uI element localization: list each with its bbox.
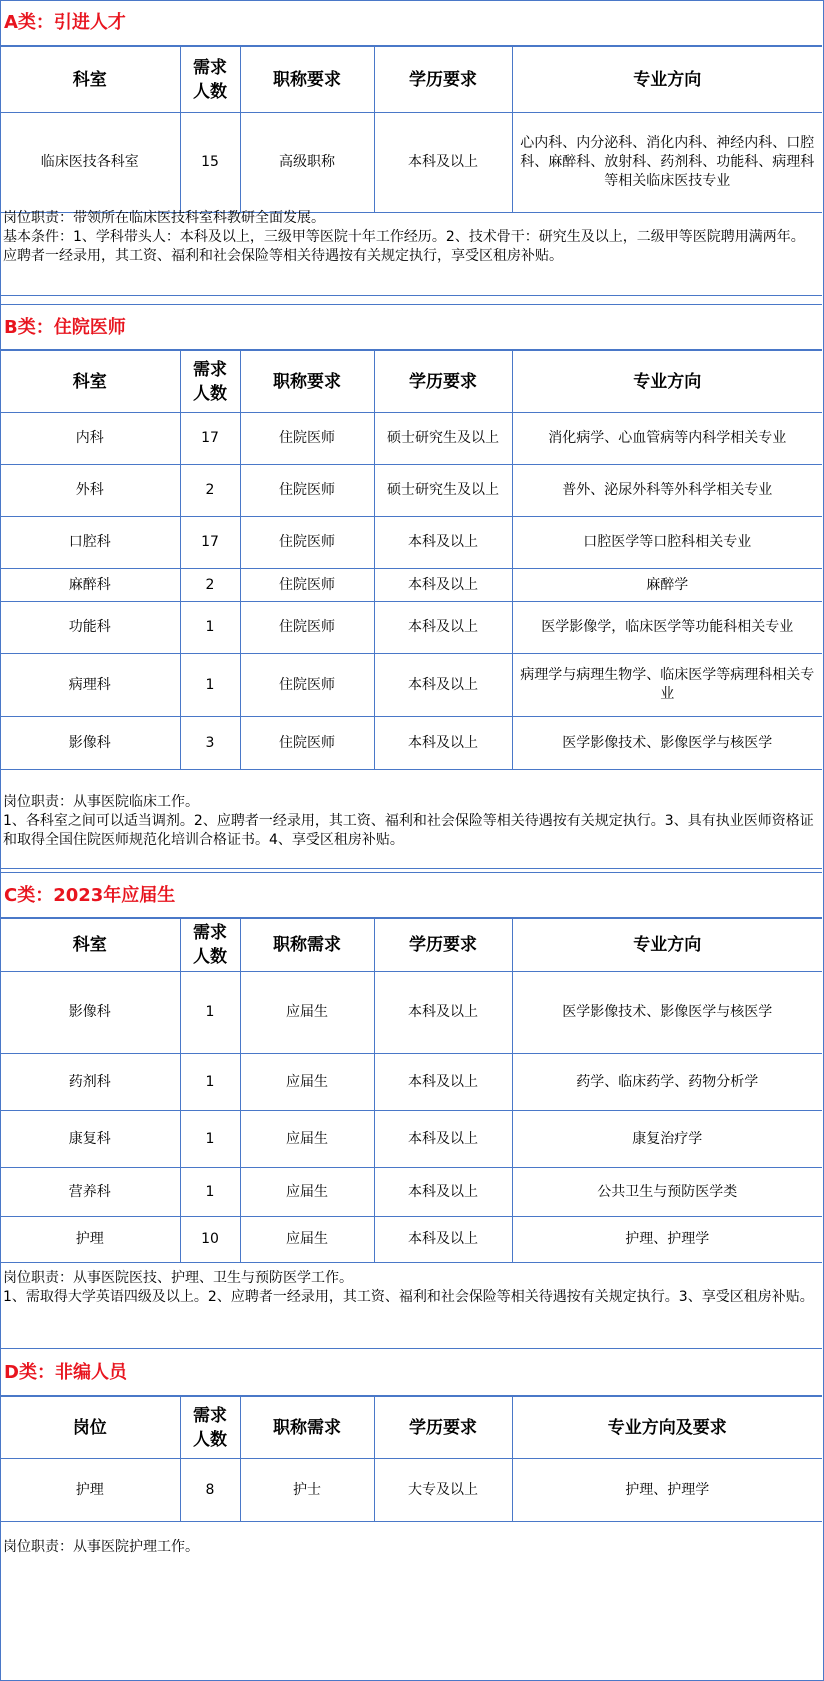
note-line: 1、各科室之间可以适当调剂。2、应聘者一经录用，其工资、福利和社会保险等相关待遇按有关规定执行。3、具有执业医师资格证和取得全国住院医师规范化培训合格证书。4、享受区租房补贴。 [3, 813, 814, 848]
column-header-department: 科室 [0, 351, 180, 413]
section-a-table [0, 46, 822, 213]
column-header-headcount: 需求 人数 [180, 919, 240, 972]
section-c-table [0, 918, 822, 1263]
table-row [0, 517, 822, 569]
cell-major-direction: 口腔医学等口腔科相关专业 [512, 517, 822, 569]
cell-education-requirement: 硕士研究生及以上 [374, 465, 512, 517]
table-row [0, 602, 822, 654]
column-header-headcount: 需求 人数 [180, 47, 240, 113]
cell-title-requirement: 应届生 [240, 1111, 374, 1168]
cell-department: 护理 [0, 1459, 180, 1522]
section-d-table [0, 1396, 822, 1522]
cell-department: 影像科 [0, 972, 180, 1054]
cell-headcount: 17 [180, 517, 240, 569]
cell-headcount: 15 [180, 113, 240, 213]
cell-education-requirement: 本科及以上 [374, 569, 512, 602]
column-header-major-direction: 专业方向 [512, 47, 822, 113]
cell-headcount: 1 [180, 602, 240, 654]
column-header-major-direction: 专业方向 [512, 919, 822, 972]
note-line: 1、需取得大学英语四级及以上。2、应聘者一经录用，其工资、福利和社会保险等相关待遇按有关规定执行。3、享受区租房补贴。 [3, 1289, 814, 1305]
note-line: 岗位职责：从事医院医技、护理、卫生与预防医学工作。 [3, 1270, 353, 1286]
cell-department: 麻醉科 [0, 569, 180, 602]
cell-education-requirement: 本科及以上 [374, 1054, 512, 1111]
cell-major-direction: 药学、临床药学、药物分析学 [512, 1054, 822, 1111]
cell-title-requirement: 应届生 [240, 1054, 374, 1111]
table-row [0, 465, 822, 517]
column-header-department: 科室 [0, 919, 180, 972]
cell-title-requirement: 高级职称 [240, 113, 374, 213]
cell-education-requirement: 硕士研究生及以上 [374, 413, 512, 465]
cell-title-requirement: 住院医师 [240, 717, 374, 770]
note-line: 岗位职责：从事医院护理工作。 [3, 1539, 199, 1555]
column-header-title-requirement: 职称需求 [240, 1397, 374, 1459]
cell-department: 影像科 [0, 717, 180, 770]
section-a-notes [0, 197, 822, 296]
cell-department: 内科 [0, 413, 180, 465]
cell-major-direction: 康复治疗学 [512, 1111, 822, 1168]
cell-department: 外科 [0, 465, 180, 517]
column-header-department: 科室 [0, 47, 180, 113]
cell-headcount: 1 [180, 1054, 240, 1111]
cell-department: 病理科 [0, 654, 180, 717]
cell-headcount: 2 [180, 465, 240, 517]
cell-headcount: 1 [180, 1168, 240, 1217]
cell-major-direction: 医学影像技术、影像医学与核医学 [512, 717, 822, 770]
cell-title-requirement: 应届生 [240, 1168, 374, 1217]
column-header-title-requirement: 职称需求 [240, 919, 374, 972]
note-line: 应聘者一经录用，其工资、福利和社会保险等相关待遇按有关规定执行，享受区租房补贴。 [3, 248, 563, 264]
cell-headcount: 17 [180, 413, 240, 465]
cell-major-direction: 麻醉学 [512, 569, 822, 602]
section-b-title: B类：住院医师 [0, 304, 822, 350]
note-line: 岗位职责：带领所在临床医技科室科教研全面发展。 [3, 210, 325, 226]
cell-education-requirement: 本科及以上 [374, 1217, 512, 1263]
cell-education-requirement: 大专及以上 [374, 1459, 512, 1522]
cell-title-requirement: 应届生 [240, 972, 374, 1054]
cell-department: 康复科 [0, 1111, 180, 1168]
cell-title-requirement: 住院医师 [240, 413, 374, 465]
cell-major-direction: 公共卫生与预防医学类 [512, 1168, 822, 1217]
cell-title-requirement: 住院医师 [240, 517, 374, 569]
table-row [0, 972, 822, 1054]
table-header-row [0, 351, 822, 413]
cell-headcount: 10 [180, 1217, 240, 1263]
cell-headcount: 1 [180, 1111, 240, 1168]
cell-major-direction: 消化病学、心血管病等内科学相关专业 [512, 413, 822, 465]
table-row [0, 717, 822, 770]
section-c-notes [0, 1259, 822, 1349]
table-row [0, 569, 822, 602]
cell-education-requirement: 本科及以上 [374, 654, 512, 717]
cell-department: 营养科 [0, 1168, 180, 1217]
cell-headcount: 3 [180, 717, 240, 770]
column-header-major-direction: 专业方向 [512, 351, 822, 413]
table-row [0, 1459, 822, 1522]
cell-title-requirement: 住院医师 [240, 602, 374, 654]
cell-department: 口腔科 [0, 517, 180, 569]
table-header-row [0, 1397, 822, 1459]
cell-major-direction: 普外、泌尿外科等外科学相关专业 [512, 465, 822, 517]
cell-major-direction: 医学影像技术、影像医学与核医学 [512, 972, 822, 1054]
section-c-title: C类：2023年应届生 [0, 872, 822, 918]
cell-major-direction: 医学影像学，临床医学等功能科相关专业 [512, 602, 822, 654]
column-header-title-requirement: 职称要求 [240, 47, 374, 113]
column-header-headcount: 需求 人数 [180, 351, 240, 413]
cell-title-requirement: 护士 [240, 1459, 374, 1522]
note-line: 基本条件：1、学科带头人：本科及以上，三级甲等医院十年工作经历。2、技术骨干：研究生及以上，二级甲等医院聘用满两年。 [3, 229, 805, 245]
cell-major-direction: 护理、护理学 [512, 1459, 822, 1522]
section-b-notes [0, 769, 822, 869]
cell-education-requirement: 本科及以上 [374, 972, 512, 1054]
table-row [0, 1111, 822, 1168]
column-header-title-requirement: 职称要求 [240, 351, 374, 413]
cell-education-requirement: 本科及以上 [374, 602, 512, 654]
cell-headcount: 8 [180, 1459, 240, 1522]
column-header-education-requirement: 学历要求 [374, 1397, 512, 1459]
cell-headcount: 1 [180, 972, 240, 1054]
cell-title-requirement: 住院医师 [240, 569, 374, 602]
table-header-row [0, 919, 822, 972]
column-header-education-requirement: 学历要求 [374, 919, 512, 972]
section-a-title: A类：引进人才 [0, 0, 822, 46]
section-b-table [0, 350, 822, 770]
column-header-major-direction: 专业方向及要求 [512, 1397, 822, 1459]
section-d-title: D类：非编人员 [0, 1350, 822, 1396]
cell-education-requirement: 本科及以上 [374, 113, 512, 213]
column-header-education-requirement: 学历要求 [374, 351, 512, 413]
cell-headcount: 2 [180, 569, 240, 602]
column-header-headcount: 需求 人数 [180, 1397, 240, 1459]
note-line: 岗位职责：从事医院临床工作。 [3, 794, 199, 810]
cell-department: 临床医技各科室 [0, 113, 180, 213]
table-row [0, 1054, 822, 1111]
cell-major-direction: 护理、护理学 [512, 1217, 822, 1263]
cell-headcount: 1 [180, 654, 240, 717]
cell-education-requirement: 本科及以上 [374, 517, 512, 569]
column-header-education-requirement: 学历要求 [374, 47, 512, 113]
cell-major-direction: 病理学与病理生物学、临床医学等病理科相关专业 [512, 654, 822, 717]
cell-education-requirement: 本科及以上 [374, 1168, 512, 1217]
table-row [0, 1168, 822, 1217]
table-header-row [0, 47, 822, 113]
cell-title-requirement: 住院医师 [240, 654, 374, 717]
cell-department: 护理 [0, 1217, 180, 1263]
section-d-notes [0, 1521, 822, 1569]
cell-title-requirement: 住院医师 [240, 465, 374, 517]
cell-department: 功能科 [0, 602, 180, 654]
cell-major-direction: 心内科、内分泌科、消化内科、神经内科、口腔科、麻醉科、放射科、药剂科、功能科、病理科等相关临床医技专业 [512, 113, 822, 213]
table-row [0, 1217, 822, 1263]
table-row [0, 654, 822, 717]
table-row [0, 413, 822, 465]
column-header-department: 岗位 [0, 1397, 180, 1459]
cell-title-requirement: 应届生 [240, 1217, 374, 1263]
cell-department: 药剂科 [0, 1054, 180, 1111]
cell-education-requirement: 本科及以上 [374, 1111, 512, 1168]
cell-education-requirement: 本科及以上 [374, 717, 512, 770]
